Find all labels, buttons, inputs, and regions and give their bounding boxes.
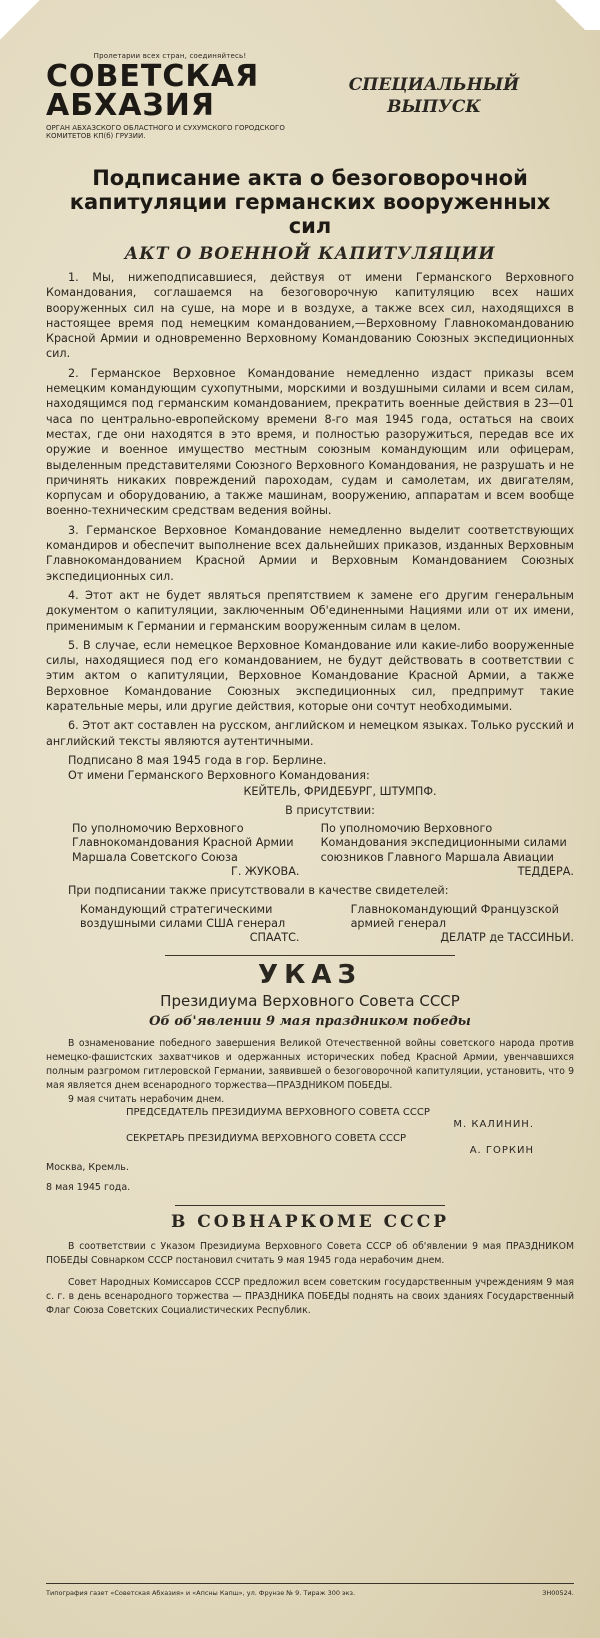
ukaz-non-working: 9 мая считать нерабочим днем. [68, 1094, 225, 1106]
in-presence: В присутствии: [285, 803, 375, 817]
masthead-left [46, 14, 294, 140]
us-witness-name: СПААТС. [249, 931, 300, 945]
signing-place-date: Подписано 8 мая 1945 года в гор. Берлине. [68, 753, 327, 767]
motto: Пролетарии всех стран, соединяйтесь! [93, 52, 247, 60]
act-paragraph-1: 1. Мы, нижеподписавшиеся, действуя от имени Германского Верховного Командования, соглашаемся на безоговорочную капитуляцию всех наших вооруженных сил на суше, на море и в воздухе, а также всех сил, находящихся в настоящее время под немецким командованием,—Верховному Главнокомандованию Красной Армии и одновременно Верховному Командованию Союзных экспедиционных сил. [46, 271, 574, 361]
us-witness-title: Командующий стратегическими воздушными силами США генерал [80, 902, 286, 930]
soviet-authority: По уполномочию Верховного Главнокомандования Красной Армии Маршала Советского Союза [72, 822, 294, 864]
witnesses-intro: При подписании также присутствовали в качестве свидетелей: [68, 884, 449, 898]
soviet-signer-name: Г. ЖУКОВА. [231, 864, 300, 878]
special-issue-line1: СПЕЦИАЛЬНЫЙ [348, 75, 520, 95]
act-paragraph-3: 3. Германское Верховное Командование немедленно выделит соответствующих командиров и обеспечит выполнение всех дальнейших приказов, изданных Верховным Главнокомандованием Красной Армии и Верховным Командованием Союзных экспедиционных сил. [46, 523, 574, 583]
special-issue-line2: ВЫПУСК [387, 97, 481, 117]
ukaz-title: УКАЗ [258, 960, 362, 991]
french-witness [321, 903, 574, 946]
footer-rule [46, 1583, 574, 1584]
act-paragraph-6: 6. Этот акт составлен на русском, английском и немецком языках. Только русский и английский тексты являются аутентичными. [46, 719, 574, 748]
french-witness-title: Главнокомандующий Французской армией генерал [350, 902, 559, 930]
divider-ukaz [165, 955, 455, 956]
ukaz-place: Москва, Кремль. [46, 1162, 129, 1174]
newspaper-title-line2: АБХАЗИЯ [46, 88, 215, 123]
chairman-name: М. КАЛИНИН. [453, 1119, 534, 1131]
allied-signer-name: ТЕДДЕРА. [517, 864, 574, 878]
masthead [46, 14, 574, 140]
allied-signatory [321, 822, 574, 879]
ukaz-body: В ознаменование победного завершения Великой Отечественной войны советского народа против немецко-фашистских захватчиков и одержанных исторических побед Красной Армии, увенчавшихся полным разгромом гитлеровской Германии, заявившей о безоговорочной капитуляции, установить, что 9 мая является днем всенародного торжества—ПРАЗДНИКОМ ПОБЕДЫ. [46, 1038, 574, 1092]
torn-corner-right [540, 0, 600, 30]
newspaper-title-line1: СОВЕТСКАЯ [46, 59, 260, 94]
act-paragraph-2: 2. Германское Верховное Командование немедленно издаст приказы всем немецким командующим сухопутными, морскими и воздушными силами и всем силам, находящимся под германским командованием, прекратить военные действия в 23—01 часа по центрально-европейскому времени 8-го мая 1945 года, остаться на своих местах, где они находятся в это время, и полностью разоружиться, передав все их оружие и военное имущество местным союзным командующим или офицерам, выделенным представителями Союзного Верховного Командования, не разрушать и не причинять никаких повреждений пароходам, судам и самолетам, их двигателям, корпусам и оборудованию, а также машинам, вооружению, аппаратам и всем вообще военно-техническим средствам ведения войны. [46, 366, 574, 518]
divider-sovnarkom [175, 1205, 445, 1206]
secretary-name: А. ГОРКИН [469, 1145, 534, 1157]
witness-signatories [46, 903, 574, 946]
torn-corner-left [0, 0, 40, 40]
french-witness-name: ДЕЛАТР де ТАССИНЬИ. [440, 931, 574, 945]
sovnarkom-paragraph-1: В соответствии с Указом Президиума Верховного Совета СССР об об'явлении 9 мая ПРАЗДНИКОМ ПОБЕДЫ Совнарком СССР постановил считать 9 мая 1945 года нерабочим днем. [46, 1241, 574, 1267]
printer-info: Типография газет «Советская Абхазия» и «Апсны Капш», ул. Фрунзе № 9. Тираж 300 экз. [46, 1589, 356, 1597]
ukaz-subtitle: Президиума Верховного Совета СССР [160, 992, 460, 1011]
print-code: ЗН00524. [542, 1589, 574, 1597]
sovnarkom-paragraph-2: Совет Народных Комиссаров СССР предложил всем советским государственным учреждениям 9 мая с. г. в день всенародного торжества — ПРАЗДНИКА ПОБЕДЫ поднять на своих зданиях Государственный Флаг Союза Советских Социалистических Республик. [46, 1277, 574, 1317]
allied-authority: По уполномочию Верховного Командования экспедиционными силами союзников Главного Маршала Авиации [320, 822, 567, 864]
ukaz-declaration: Об об'явлении 9 мая праздником победы [149, 1014, 471, 1030]
main-headline: Подписание акта о безоговорочной капитуляции германских вооруженных сил [69, 166, 551, 238]
on-behalf-german-command: От имени Германского Верховного Командования: [68, 769, 370, 783]
us-witness [46, 903, 299, 946]
soviet-signatory [46, 822, 299, 879]
act-paragraph-5: 5. В случае, если немецкое Верховное Командование или какие-либо вооруженные силы, находящиеся под его командованием, не будут действовать в соответствии с этим актом о капитуляции, Верховное Командование Красной Армии, а также Верховное Командование Союзных экспедиционных сил, предпримут такие карательные меры, или другие действия, которые они сочтут необходимыми. [46, 638, 574, 714]
footer [46, 1589, 574, 1597]
german-signers: КЕЙТЕЛЬ, ФРИДЕБУРГ, ШТУМПФ. [243, 784, 437, 798]
chairman-title: ПРЕДСЕДАТЕЛЬ ПРЕЗИДИУМА ВЕРХОВНОГО СОВЕТА СССР [126, 1107, 430, 1119]
newspaper-title [46, 59, 294, 123]
sovnarkom-title: В СОВНАРКОМЕ СССР [170, 1212, 450, 1233]
secretary-title: СЕКРЕТАРЬ ПРЕЗИДИУМА ВЕРХОВНОГО СОВЕТА СССР [126, 1133, 407, 1145]
ukaz-date: 8 мая 1945 года. [46, 1182, 131, 1194]
act-title: АКТ О ВОЕННОЙ КАПИТУЛЯЦИИ [124, 244, 496, 264]
organ-caption: ОРГАН АБХАЗСКОГО ОБЛАСТНОГО И СУХУМСКОГО ГОРОДСКОГО КОМИТЕТОВ КП(б) ГРУЗИИ. [46, 124, 285, 140]
act-paragraph-4: 4. Этот акт не будет являться препятствием к замене его другим генеральным документом о капитуляции, заключенным Об'единенными Нациями или от их имени, применимым к Германии и германским вооруженным силам в целом. [46, 588, 574, 633]
allied-signatories [46, 822, 574, 879]
special-issue [294, 14, 574, 118]
